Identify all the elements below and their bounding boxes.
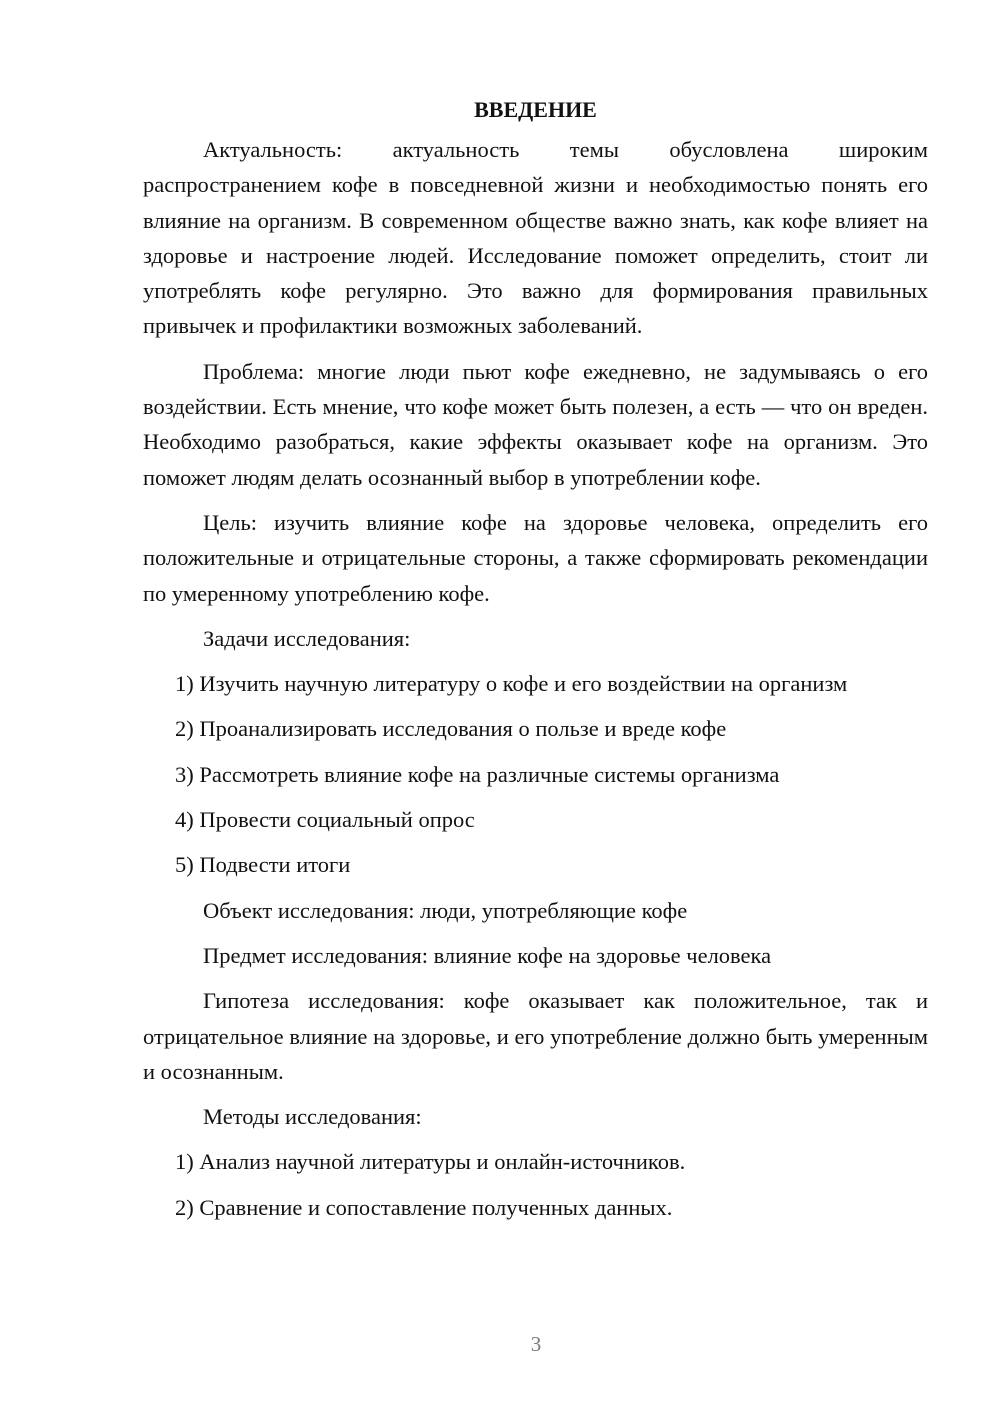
research-object: Объект исследования: люди, употребляющие кофе (203, 897, 688, 923)
task-item: 4) Провести социальный опрос (175, 807, 475, 833)
methods-heading: Методы исследования: (203, 1104, 422, 1130)
task-item: 5) Подвести итоги (175, 852, 351, 878)
research-subject: Предмет исследования: влияние кофе на здоровье человека (203, 942, 772, 968)
task-item: 3) Рассмотреть влияние кофе на различные системы организма (175, 761, 780, 787)
page-title: ВВЕДЕНИЕ (474, 97, 597, 122)
hypothesis-paragraph: Гипотеза исследования: кофе оказывает как положительное, так и отрицательное влияние на здоровье, и его употребление должно быть умеренным и осознанным. (143, 988, 928, 1084)
method-item: 2) Сравнение и сопоставление полученных данных. (175, 1194, 673, 1220)
page-content (143, 92, 928, 1235)
task-item: 1) Изучить научную литературу о кофе и его воздействии на организм (175, 671, 848, 697)
tasks-heading: Задачи исследования: (203, 625, 411, 651)
task-item: 2) Проанализировать исследования о пользе и вреде кофе (175, 716, 727, 742)
problem-paragraph: Проблема: многие люди пьют кофе ежедневно, не задумываясь о его воздействии. Есть мнение, что кофе может быть полезен, а есть — что он вреден. Необходимо разобраться, какие эффекты оказывает кофе на организм. Это поможет людям делать осознанный выбор в употреблении кофе. (143, 358, 928, 490)
page-number: 3 (530, 1332, 542, 1356)
method-item: 1) Анализ научной литературы и онлайн-источников. (175, 1149, 686, 1175)
relevance-paragraph: Актуальность: актуальность темы обусловлена широким распространением кофе в повседневной жизни и необходимостью понять его влияние на организм. В современном обществе важно знать, как кофе влияет на здоровье и настроение людей. Исследование поможет определить, стоит ли употреблять кофе регулярно. Это важно для формирования правильных привычек и профилактики возможных заболеваний. (143, 137, 928, 339)
goal-paragraph: Цель: изучить влияние кофе на здоровье человека, определить его положительные и отрицательные стороны, а также сформировать рекомендации по умеренному употреблению кофе. (143, 509, 928, 606)
